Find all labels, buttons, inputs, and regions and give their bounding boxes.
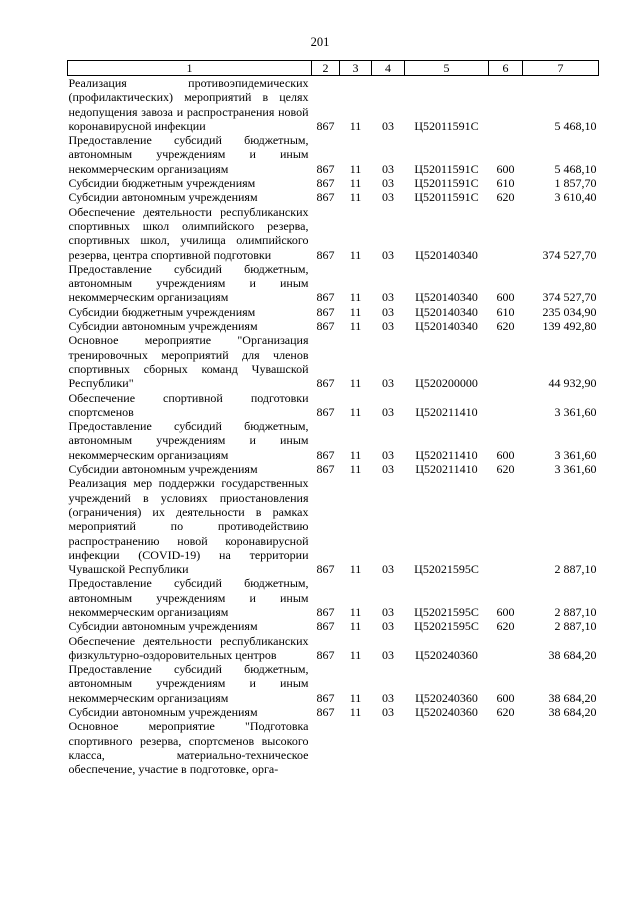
row-target-article-code: Ц520140340 xyxy=(415,290,478,305)
row-expense-type-code xyxy=(489,719,523,776)
row-ministry-code: 867 xyxy=(316,404,335,419)
row-expense-type-code: 620 xyxy=(496,705,515,720)
row-amount: 5 468,10 xyxy=(554,161,597,176)
table-row xyxy=(68,176,599,190)
row-amount: 374 527,70 xyxy=(542,247,597,262)
row-name: Субсидии автономным учреждениям xyxy=(68,705,258,720)
row-expense-type-code: 600 xyxy=(496,604,515,619)
row-ministry-code: 867 xyxy=(316,647,335,662)
row-name: Реализация противоэпидемических (профилактических) мероприятий в целях недопущения завоза и распространения новой коронавирусной инфекции xyxy=(68,76,309,133)
table-row xyxy=(68,133,599,176)
row-name: Реализация мер поддержки государственных учреждений в условиях приостановления (ограничения) их деятельности в рамках мероприятий по противодействию распространению новой коронавирусной инфекции (COVID-19) на территории Чувашской Республики xyxy=(68,476,309,577)
table-row xyxy=(68,719,599,776)
row-ministry-code: 867 xyxy=(316,705,335,720)
row-amount: 235 034,90 xyxy=(542,304,597,319)
row-expense-type-code: 620 xyxy=(496,462,515,477)
table-header xyxy=(68,61,599,76)
row-name: Обеспечение спортивной подготовки спортсменов xyxy=(68,390,309,419)
row-name: Предоставление субсидий бюджетным, автономным учреждениям и иным некоммерческим организациям xyxy=(68,662,309,705)
row-amount: 2 887,10 xyxy=(554,619,597,634)
row-expense-type-code: 600 xyxy=(496,290,515,305)
row-amount: 374 527,70 xyxy=(542,290,597,305)
row-target-article-code: Ц52011591С xyxy=(414,176,479,191)
row-target-article-code xyxy=(405,719,489,776)
row-amount: 2 887,10 xyxy=(554,604,597,619)
row-name: Предоставление субсидий бюджетным, автономным учреждениям и иным некоммерческим организациям xyxy=(68,419,309,462)
row-amount: 3 361,60 xyxy=(554,447,597,462)
row-name: Субсидии бюджетным учреждениям xyxy=(68,304,256,319)
row-amount: 139 492,80 xyxy=(542,319,597,334)
row-target-article-code: Ц52021595С xyxy=(414,619,479,634)
row-ministry-code: 867 xyxy=(316,462,335,477)
header-row xyxy=(68,61,599,76)
row-name: Основное мероприятие "Организация тренировочных мероприятий для членов спортивных сборных команд Чувашской Республики" xyxy=(68,333,309,391)
row-section-code: 11 xyxy=(349,190,362,205)
row-amount: 3 610,40 xyxy=(554,190,597,205)
row-ministry-code: 867 xyxy=(316,290,335,305)
row-target-article-code: Ц520240360 xyxy=(415,690,478,705)
row-name: Предоставление субсидий бюджетным, автономным учреждениям и иным некоммерческим организациям xyxy=(68,261,309,305)
row-target-article-code: Ц520211410 xyxy=(415,404,478,419)
budget-table xyxy=(67,60,599,777)
row-name: Субсидии автономным учреждениям xyxy=(68,319,258,334)
row-expense-type-code: 620 xyxy=(496,619,515,634)
row-target-article-code: Ц520240360 xyxy=(415,705,478,720)
row-section-code: 11 xyxy=(349,376,362,391)
row-ministry-code: 867 xyxy=(316,190,335,205)
row-subsection-code: 03 xyxy=(382,247,394,262)
table-row xyxy=(68,190,599,204)
row-expense-type-code xyxy=(489,76,523,134)
row-section-code xyxy=(340,719,372,776)
row-target-article-code: Ц520200000 xyxy=(415,376,478,391)
row-name: Обеспечение деятельности республиканских физкультурно-оздоровительных центров xyxy=(68,633,309,662)
row-amount: 1 857,70 xyxy=(554,176,597,191)
row-subsection-code: 03 xyxy=(382,647,394,662)
row-section-code: 11 xyxy=(349,304,362,319)
row-name: Субсидии автономным учреждениям xyxy=(68,462,258,477)
row-section-code: 11 xyxy=(349,319,362,334)
table-row xyxy=(68,205,599,262)
row-section-code: 11 xyxy=(349,404,362,419)
table-row xyxy=(68,462,599,476)
row-amount: 3 361,60 xyxy=(554,404,597,419)
row-target-article-code: Ц520140340 xyxy=(415,247,478,262)
row-subsection-code: 03 xyxy=(382,319,394,334)
row-target-article-code: Ц520211410 xyxy=(415,447,478,462)
row-ministry-code: 867 xyxy=(316,447,335,462)
header-col-subsection: 4 xyxy=(372,61,405,76)
row-amount: 38 684,20 xyxy=(548,647,597,662)
row-ministry-code: 867 xyxy=(316,319,335,334)
row-target-article-code: Ц52011591С xyxy=(414,161,479,176)
table-row xyxy=(68,305,599,319)
row-expense-type-code: 600 xyxy=(496,161,515,176)
row-section-code: 11 xyxy=(349,176,362,191)
row-subsection-code: 03 xyxy=(382,690,394,705)
row-ministry-code: 867 xyxy=(316,690,335,705)
table-row xyxy=(68,705,599,719)
table-row xyxy=(68,319,599,333)
table-row xyxy=(68,333,599,390)
row-name: Предоставление субсидий бюджетным, автономным учреждениям и иным некоммерческим организациям xyxy=(68,576,309,619)
row-subsection-code: 03 xyxy=(382,604,394,619)
row-subsection-code: 03 xyxy=(382,462,394,477)
row-name: Основное мероприятие "Подготовка спортивного резерва, спортсменов высокого класса, материально-техническое обеспечение, участие в подготовке, орга- xyxy=(68,719,309,777)
row-amount xyxy=(523,719,599,776)
row-amount: 2 887,10 xyxy=(554,562,597,577)
row-ministry-code: 867 xyxy=(316,562,335,577)
row-name: Обеспечение деятельности республиканских спортивных школ олимпийского резерва, спортивных школ, училища олимпийского резерва, центра спортивной подготовки xyxy=(68,204,309,262)
row-section-code: 11 xyxy=(349,290,362,305)
row-expense-type-code: 620 xyxy=(496,190,515,205)
table-row xyxy=(68,476,599,576)
row-ministry-code: 867 xyxy=(316,376,335,391)
row-target-article-code: Ц520140340 xyxy=(415,304,478,319)
table-row xyxy=(68,419,599,462)
row-amount: 44 932,90 xyxy=(548,376,597,391)
row-ministry-code: 867 xyxy=(316,304,335,319)
table-body xyxy=(68,76,599,777)
row-expense-type-code: 610 xyxy=(496,176,515,191)
row-section-code: 11 xyxy=(349,447,362,462)
row-target-article-code: Ц52011591С xyxy=(414,190,479,205)
header-col-target-article: 5 xyxy=(405,61,489,76)
row-expense-type-code xyxy=(489,391,523,420)
row-subsection-code: 03 xyxy=(382,290,394,305)
row-ministry-code xyxy=(312,719,340,776)
row-expense-type-code xyxy=(489,634,523,663)
row-section-code: 11 xyxy=(349,647,362,662)
row-subsection-code xyxy=(372,719,405,776)
row-section-code: 11 xyxy=(349,562,362,577)
row-subsection-code: 03 xyxy=(382,190,394,205)
row-target-article-code: Ц52021595С xyxy=(414,604,479,619)
row-section-code: 11 xyxy=(349,462,362,477)
row-name: Субсидии бюджетным учреждениям xyxy=(68,176,256,191)
table-row xyxy=(68,391,599,420)
row-subsection-code: 03 xyxy=(382,376,394,391)
row-expense-type-code xyxy=(489,333,523,390)
header-col-name: 1 xyxy=(68,61,312,76)
row-subsection-code: 03 xyxy=(382,161,394,176)
table-row xyxy=(68,76,599,134)
row-ministry-code: 867 xyxy=(316,161,335,176)
row-target-article-code: Ц520140340 xyxy=(415,319,478,334)
row-section-code: 11 xyxy=(349,604,362,619)
row-section-code: 11 xyxy=(349,619,362,634)
row-ministry-code: 867 xyxy=(316,118,335,133)
table-row xyxy=(68,619,599,633)
row-ministry-code: 867 xyxy=(316,247,335,262)
row-ministry-code: 867 xyxy=(316,604,335,619)
row-expense-type-code xyxy=(489,205,523,262)
row-subsection-code: 03 xyxy=(382,619,394,634)
row-amount: 5 468,10 xyxy=(554,118,597,133)
row-section-code: 11 xyxy=(349,705,362,720)
row-target-article-code: Ц52021595С xyxy=(414,562,479,577)
row-amount: 38 684,20 xyxy=(548,690,597,705)
row-amount: 3 361,60 xyxy=(554,462,597,477)
row-subsection-code: 03 xyxy=(382,304,394,319)
table-row xyxy=(68,662,599,705)
row-expense-type-code: 600 xyxy=(496,690,515,705)
row-expense-type-code: 610 xyxy=(496,304,515,319)
row-target-article-code: Ц520211410 xyxy=(415,462,478,477)
row-name: Субсидии автономным учреждениям xyxy=(68,190,258,205)
row-expense-type-code: 600 xyxy=(496,447,515,462)
row-section-code: 11 xyxy=(349,118,362,133)
row-target-article-code: Ц520240360 xyxy=(415,647,478,662)
header-col-ministry: 2 xyxy=(312,61,340,76)
row-expense-type-code xyxy=(489,476,523,576)
row-section-code: 11 xyxy=(349,161,362,176)
header-col-section: 3 xyxy=(340,61,372,76)
row-amount: 38 684,20 xyxy=(548,705,597,720)
row-subsection-code: 03 xyxy=(382,176,394,191)
row-expense-type-code: 620 xyxy=(496,319,515,334)
header-col-amount: 7 xyxy=(523,61,599,76)
row-subsection-code: 03 xyxy=(382,118,394,133)
row-section-code: 11 xyxy=(349,690,362,705)
row-subsection-code: 03 xyxy=(382,562,394,577)
table-row xyxy=(68,262,599,305)
row-ministry-code: 867 xyxy=(316,176,335,191)
row-ministry-code: 867 xyxy=(316,619,335,634)
row-subsection-code: 03 xyxy=(382,447,394,462)
row-target-article-code: Ц52011591С xyxy=(414,118,479,133)
table-row xyxy=(68,576,599,619)
page-number: 201 xyxy=(310,35,330,49)
row-name: Предоставление субсидий бюджетным, автономным учреждениям и иным некоммерческим организациям xyxy=(68,133,309,176)
row-name: Субсидии автономным учреждениям xyxy=(68,619,258,634)
row-subsection-code: 03 xyxy=(382,705,394,720)
header-col-expense-type: 6 xyxy=(489,61,523,76)
table-row xyxy=(68,634,599,663)
row-subsection-code: 03 xyxy=(382,404,394,419)
row-section-code: 11 xyxy=(349,247,362,262)
